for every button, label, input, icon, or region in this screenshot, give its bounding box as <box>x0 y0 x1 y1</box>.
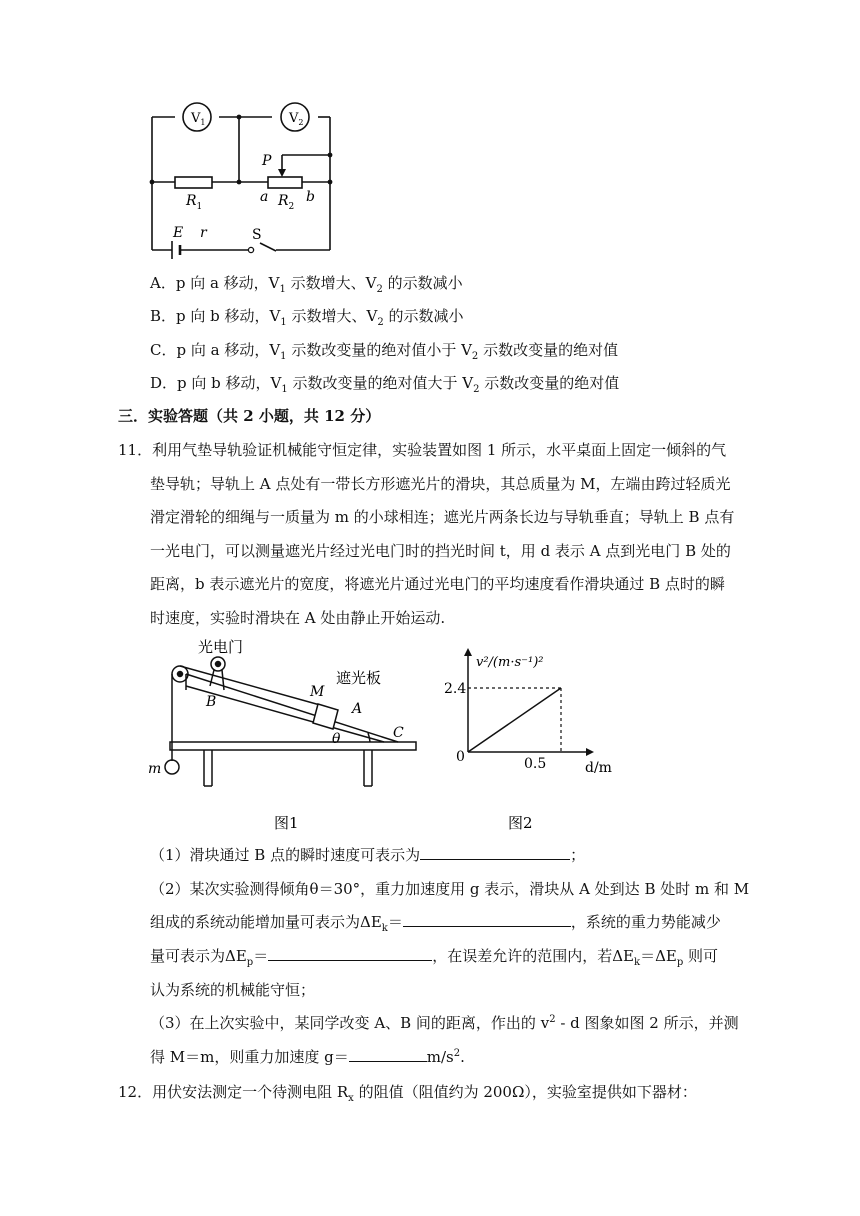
figure-1-caption: 图1 <box>274 814 299 832</box>
v2-label: $V_2$ <box>289 111 304 127</box>
q11-line-1: 11．利用气垫导轨验证机械能守恒定律，实验装置如图 1 所示，水平桌面上固定一倾斜的气 <box>118 441 727 459</box>
hanging-ball <box>165 760 179 774</box>
option-b: B．p 向 b 移动，$V_1$ 示数增大、$V_2$ 的示数减小 <box>150 307 464 328</box>
section-title: 三．实验答题（共 2 小题，共 12 分） <box>118 407 381 425</box>
r-label: r <box>200 225 207 241</box>
answer-blank-3[interactable] <box>268 946 432 961</box>
figure-2-caption: 图2 <box>508 814 533 832</box>
y-axis-label: v²/(m·s⁻¹)² <box>476 655 544 670</box>
q11-part-2b: 组成的系统动能增加量可表示为$\Delta E_k=$ ，系统的重力势能减少 <box>150 913 721 934</box>
q11-line-6: 时速度，实验时滑块在 A 处由静止开始运动. <box>150 609 446 627</box>
q11-line-4: 一光电门，可以测量遮光片经过光电门时的挡光时间 t，用 d 表示 A 点到光电门 B 处的 <box>150 542 731 560</box>
q11-part-2a: （2）某次实验测得倾角θ＝30°，重力加速度用 g 表示，滑块从 A 处到达 B 处时 m 和 M <box>150 880 750 898</box>
resistor-r1 <box>175 177 212 188</box>
b-label: b <box>306 189 315 205</box>
figure-2-chart <box>440 640 630 840</box>
option-d: D．p 向 b 移动，$V_1$ 示数改变量的绝对值大于 $V_2$ 示数改变量的绝对值 <box>150 374 620 395</box>
answer-blank-1[interactable] <box>420 845 570 860</box>
m-block-label: M <box>310 684 325 700</box>
q11-line-5: 距离，b 表示遮光片的宽度，将遮光片通过光电门的平均速度看作滑块通过 B 点时的瞬 <box>150 575 725 593</box>
q11-line-2: 垫导轨；导轨上 A 点处有一带长方形遮光片的滑块，其总质量为 M，左端由跨过轻质光 <box>150 475 731 493</box>
answer-blank-4[interactable] <box>349 1047 427 1062</box>
x-tick-label: 0.5 <box>524 756 547 772</box>
x-axis-label: d/m <box>585 760 612 776</box>
slider-arrow <box>278 169 286 177</box>
p-label: P <box>262 153 272 169</box>
q11-part-3b: 得 M＝m，则重力加速度 $g= m/s^2$. <box>150 1048 465 1066</box>
option-c: C．p 向 a 移动，$V_1$ 示数改变量的绝对值小于 $V_2$ 示数改变量的绝对值 <box>150 341 619 362</box>
c-point-label: C <box>393 725 404 741</box>
answer-blank-2[interactable] <box>403 912 571 927</box>
theta-label: θ <box>332 731 341 747</box>
q12-line-1: 12．用伏安法测定一个待测电阻 $R_x$ 的阻值（阻值约为 200Ω），实验室提供如下器材： <box>118 1083 697 1104</box>
q11-part-2c: 量可表示为$\Delta E_p=$ ，在误差允许的范围内，若$\Delta E_k=\Delta E_p$ 则可 <box>150 947 719 968</box>
resistor-r2 <box>268 177 302 188</box>
y-tick-label: 2.4 <box>444 681 467 697</box>
q11-line-3: 滑定滑轮的细绳与一质量为 m 的小球相连；遮光片两条长边与导轨垂直；导轨上 B 点有 <box>150 508 735 526</box>
v1-label: $V_1$ <box>191 111 206 127</box>
series-line <box>468 688 561 752</box>
plate-label: 遮光板 <box>336 669 382 687</box>
s-label: S <box>252 227 262 243</box>
q11-part-3a: （3）在上次实验中，某同学改变 A、B 间的距离，作出的 $v^2$ - d 图象如图 2 所示，并测 <box>150 1014 739 1032</box>
table-top <box>170 742 416 750</box>
q11-part-1: （1）滑块通过 B 点的瞬时速度可表示为 ； <box>150 846 586 864</box>
figure-1-apparatus <box>140 630 430 840</box>
circuit-diagram <box>140 95 340 260</box>
e-label: E <box>173 225 184 241</box>
r2-label: $R_2$ <box>278 193 295 212</box>
photogate-label: 光电门 <box>198 638 244 656</box>
a-label: a <box>260 189 269 205</box>
m-ball-label: m <box>148 761 162 777</box>
b-point-label: B <box>206 694 217 710</box>
q11-part-2d: 认为系统的机械能守恒； <box>150 981 316 999</box>
switch-contact <box>248 247 253 252</box>
r1-label: $R_1$ <box>186 193 203 212</box>
option-a: A．p 向 a 移动，$V_1$ 示数增大、$V_2$ 的示数减小 <box>150 274 463 295</box>
slider-block <box>313 704 338 729</box>
origin-label: 0 <box>456 749 465 765</box>
a-point-label: A <box>352 701 363 717</box>
